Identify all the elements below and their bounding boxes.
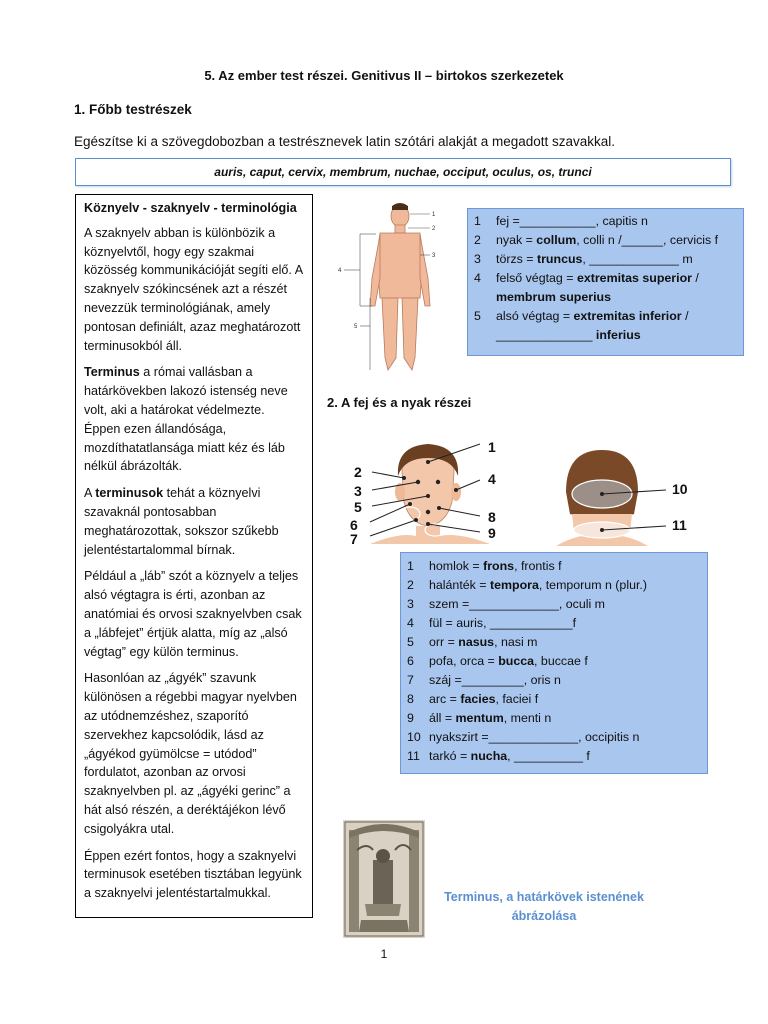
list-item: 9 áll = mentum, menti n	[407, 711, 552, 725]
p2-text: a római vallásban a határkövekben lakozó istenség neve volt, aki a határokat védelmezte. Éppen ezen állandósága, mozdíthatatlansága miatt kéz és láb nélkül ábrázolták.	[84, 365, 288, 474]
term-bold: terminusok	[95, 486, 164, 501]
head-label-6: 6	[350, 517, 358, 533]
list-item: 8 arc = facies, faciei f	[407, 692, 539, 706]
head-label-5: 5	[354, 499, 362, 515]
list-item: 4 fül = auris, ____________f	[407, 616, 577, 630]
terminus-engraving-image	[343, 820, 425, 938]
body-parts-list	[474, 212, 718, 345]
body-label-3: 3	[432, 253, 436, 259]
body-label-1: 1	[432, 212, 436, 218]
list-item: 7 száj =_________, oris n	[407, 673, 561, 687]
list-item: 11 tarkó = nucha, __________ f	[407, 749, 590, 763]
list-item: ______________ inferius	[496, 328, 641, 342]
section-2-heading: 2. A fej és a nyak részei	[327, 395, 472, 410]
body-label-5: 5	[354, 324, 358, 330]
head-label-2: 2	[354, 464, 362, 480]
head-figure	[340, 432, 710, 550]
sidebox-paragraph-3	[84, 484, 304, 559]
page-number: 1	[380, 947, 388, 961]
head-parts-box	[400, 552, 708, 774]
list-item: 2 nyak = collum, colli n /______, cervicis f	[474, 233, 719, 247]
head-label-10: 10	[672, 481, 688, 497]
sidebox-paragraph-6: Éppen ezért fontos, hogy a szaknyelvi terminusok esetében tisztában legyünk a szaknyelvi jelentéstartalmukkal.	[84, 848, 302, 901]
list-item: 3 törzs = truncus, _____________ m	[474, 252, 693, 266]
sidebox-paragraph-1: A szaknyelv abban is különbözik a köznyelvtől, hogy egy szakmai közösség kommunikációját segíti elő. A szaknyelv szókincsének azt a részét nevezzük terminológiának, amely pontosan definiált, azaz meghatározott terminusokból áll.	[84, 225, 303, 353]
head-label-7: 7	[350, 531, 358, 547]
head-label-11: 11	[672, 517, 687, 533]
list-item: 4 felső végtag = extremitas superior /	[474, 271, 699, 285]
list-item: 1 fej =___________, capitis n	[474, 214, 648, 228]
term-bold: Terminus	[84, 365, 140, 380]
body-figure	[330, 198, 455, 378]
section-1-heading: 1. Főbb testrészek	[74, 102, 192, 117]
head-label-3: 3	[354, 483, 362, 499]
head-label-4: 4	[488, 471, 496, 487]
list-item: 1 homlok = frons, frontis f	[407, 559, 562, 573]
body-parts-box	[467, 208, 744, 356]
body-label-2: 2	[432, 226, 436, 232]
head-parts-list	[407, 557, 647, 766]
body-label-4: 4	[338, 268, 342, 274]
p3-text: tehát a köznyelvi szavaknál pontosabban meghatározottak, sokszor szűkebb jelentéstartalommal bírnak.	[84, 486, 279, 557]
list-item: 5 alsó végtag = extremitas inferior /	[474, 309, 689, 323]
word-bank: auris, caput, cervix, membrum, nuchae, occiput, oculus, os, trunci	[75, 158, 731, 186]
list-item: 5 orr = nasus, nasi m	[407, 635, 538, 649]
sidebox-heading: Köznyelv - szaknyelv - terminológia	[84, 201, 297, 215]
list-item: 2 halánték = tempora, temporum n (plur.)	[407, 578, 647, 592]
head-label-9: 9	[488, 525, 496, 541]
terminology-sidebox	[75, 194, 313, 918]
image-caption: Terminus, a határkövek istenének ábrázolása	[444, 890, 644, 923]
sidebox-paragraph-5: Hasonlóan az „ágyék” szavunk különösen a régebbi magyar nyelvben az utódnemzéshez, szaporító szervekhez kapcsolódik, lásd az „ágyékod gyümölcse = utódod” fordulatot, azonban az orvosi szaknyelvben pl. az „ágyéki gerinc” a hát alsó részén, a deréktájékon lévő csigolyákra utal.	[84, 671, 297, 836]
list-item: 10 nyakszirt =_____________, occipitis n	[407, 730, 640, 744]
instruction-text: Egészítse ki a szövegdobozban a testrésznevek latin szótári alakját a megadott szavakkal.	[74, 134, 616, 149]
list-item: membrum superius	[496, 290, 611, 304]
p3-pre: A	[84, 486, 96, 501]
head-label-1: 1	[488, 439, 496, 455]
sidebox-paragraph-2	[84, 363, 304, 476]
sidebox-paragraph-4: Például a „láb” szót a köznyelv a teljes alsó végtagra is érti, azonban az anatómiai és orvosi szaknyelvben csak a „lábfejet” értjük alatta, míg az „alsó végtag” egy külön terminus.	[84, 569, 302, 659]
list-item: 3 szem =_____________, oculi m	[407, 597, 605, 611]
head-label-8: 8	[488, 509, 496, 525]
page-title: 5. Az ember test részei. Genitivus II – birtokos szerkezetek	[204, 68, 564, 83]
list-item: 6 pofa, orca = bucca, buccae f	[407, 654, 588, 668]
